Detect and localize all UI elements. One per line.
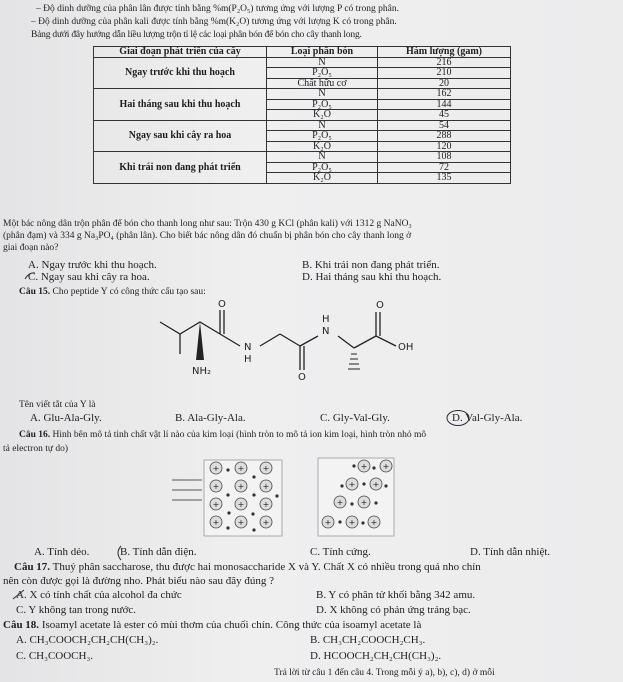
- q18-option-d[interactable]: D. HCOOCH₂CH₂CH(CH₃)₂.: [310, 650, 442, 662]
- amide-bond-1: [220, 334, 240, 346]
- fertilizer-cell: K₂O: [267, 141, 378, 152]
- ion-plus: +: [212, 500, 220, 509]
- fertilizer-cell: Chất hữu cơ: [267, 78, 378, 89]
- intro-line-2: – Độ dinh dưỡng của phân kali được tính bằng %m(K₂O) tương ứng với lượng K có trong phân.: [31, 17, 397, 27]
- ion-plus: +: [348, 518, 356, 527]
- header-fertilizer: Loại phân bón: [267, 47, 378, 58]
- q14-pen-mark-icon: [21, 270, 55, 286]
- fertilizer-cell: N: [267, 57, 378, 68]
- q18-option-c[interactable]: C. CH₃COOCH₃.: [16, 650, 94, 662]
- q14-option-a[interactable]: A. Ngay trước khi thu hoạch.: [28, 259, 157, 271]
- ion-plus: +: [348, 480, 356, 489]
- amino-group: NH₂: [192, 366, 212, 377]
- carboxyl-bond: [354, 336, 376, 348]
- intro-line-1: – Độ dinh dưỡng của phân lân được tính bằng %m(P₂O₅) tương ứng với lượng P có trong phân.: [36, 4, 399, 14]
- amount-cell: 135: [378, 173, 511, 184]
- q18-stem: Isoamyl acetate là ester có mùi thơm của chuối chín. Công thức của isoamyl acetate là: [41, 619, 422, 631]
- oxygen-3: O: [376, 300, 384, 311]
- q15-option-b[interactable]: B. Ala-Gly-Ala.: [175, 412, 246, 424]
- q15-answer-circle-icon: [444, 409, 472, 427]
- q15-option-d[interactable]: D. Val-Gly-Ala.: [452, 412, 523, 424]
- ion-plus: +: [212, 518, 220, 527]
- header-amount: Hàm lượng (gam): [378, 47, 511, 58]
- ion-plus: +: [237, 464, 245, 473]
- oxygen-1: O: [218, 299, 226, 310]
- q16-option-b[interactable]: B. Tính dẫn điện.: [120, 546, 197, 558]
- q17-option-c[interactable]: C. Y không tan trong nước.: [16, 604, 137, 616]
- q17-stem: Thuỷ phân saccharose, thu được hai monosaccharide X và Y. Chất X có nhiều trong quả nho chín: [52, 561, 481, 573]
- q15-option-c[interactable]: C. Gly-Val-Gly.: [320, 412, 390, 424]
- amount-cell: 144: [378, 99, 511, 110]
- ion-plus: +: [262, 518, 270, 527]
- q17-label: Câu 17.: [14, 561, 51, 573]
- amount-cell: 72: [378, 162, 511, 173]
- nitrogen-1: N: [244, 342, 252, 353]
- q14-option-c[interactable]: C. Ngay sau khi cây ra hoa.: [28, 271, 150, 283]
- header-stage: Giai đoạn phát triển của cây: [94, 47, 267, 58]
- ion-plus: +: [237, 482, 245, 491]
- amount-cell: 216: [378, 57, 511, 68]
- q18-text: [3, 619, 421, 632]
- fertilizer-cell: N: [267, 152, 378, 163]
- amount-cell: 108: [378, 152, 511, 163]
- footer-text: Trả lời từ câu 1 đến câu 4. Trong mỗi ý a), b), c), d) ở mỗi: [274, 668, 495, 678]
- stage-cell: Ngay sau khi cây ra hoa: [94, 120, 267, 152]
- ion-plus: +: [382, 462, 390, 471]
- q14-text-3: giai đoạn nào?: [3, 243, 59, 253]
- amount-cell: 20: [378, 78, 511, 89]
- q15-option-a[interactable]: A. Glu-Ala-Gly.: [30, 412, 102, 424]
- fertilizer-cell: K₂O: [267, 110, 378, 121]
- hydrogen-2: H: [322, 314, 330, 325]
- fertilizer-cell: N: [267, 89, 378, 100]
- q17-option-d[interactable]: D. X không có phản ứng tráng bạc.: [316, 604, 471, 616]
- ion-plus: +: [262, 464, 270, 473]
- stage-cell: Ngay trước khi thu hoạch: [94, 57, 267, 89]
- q16-option-d[interactable]: D. Tính dẫn nhiệt.: [470, 546, 551, 558]
- fertilizer-cell: K₂O: [267, 173, 378, 184]
- ion-plus: +: [336, 498, 344, 507]
- fertilizer-cell: P₂O₅: [267, 68, 378, 79]
- hydrogen-1: H: [244, 354, 252, 365]
- q15-ask: Tên viết tắt của Y là: [19, 400, 96, 410]
- glycine-bond: [260, 334, 280, 346]
- alanine-bond: [338, 336, 354, 348]
- metal-lattice-right: [316, 456, 396, 538]
- stage-cell: Khi trái non đang phát triển: [94, 152, 267, 184]
- ion-plus: +: [360, 462, 368, 471]
- amount-cell: 120: [378, 141, 511, 152]
- fertilizer-cell: P₂O₅: [267, 99, 378, 110]
- q14-text-2: (phân đạm) và 334 g Na₃PO₄ (phân lân). Cho biết bác nông dân đó chuẩn bị phân bón cho cây thanh long ở: [3, 231, 412, 241]
- metal-lattice-left: [166, 458, 296, 540]
- carbon-chain: [160, 322, 220, 334]
- ion-plus: +: [212, 464, 220, 473]
- fertilizer-cell: N: [267, 120, 378, 131]
- amide-bond-2: [300, 336, 318, 346]
- ion-plus: +: [360, 498, 368, 507]
- q15-stem: Cho peptide Y có công thức cấu tạo sau:: [52, 287, 206, 297]
- fertilizer-cell: P₂O₅: [267, 162, 378, 173]
- ion-plus: +: [370, 518, 378, 527]
- oxygen-2: O: [298, 372, 306, 383]
- table-row: [94, 120, 511, 131]
- amount-cell: 162: [378, 89, 511, 100]
- q17-text-2: nên còn được gọi là đường nho. Phát biểu nào sau đây đúng ?: [3, 575, 275, 587]
- amount-cell: 288: [378, 131, 511, 142]
- fertilizer-cell: P₂O₅: [267, 131, 378, 142]
- intro-line-3: Bảng dưới đây hướng dẫn liều lượng trộn tỉ lệ các loại phân bón để bón cho cây thanh long.: [31, 30, 362, 40]
- carboxyl-oh-bond: [376, 336, 396, 346]
- q17-pen-mark-icon: [10, 587, 38, 605]
- peptide-structure: [150, 296, 430, 396]
- q17-text-1: [14, 561, 481, 574]
- q17-option-a[interactable]: A. X có tính chất của alcohol đa chức: [16, 589, 182, 601]
- stereo-wedge: [196, 322, 204, 360]
- hydroxyl: OH: [398, 342, 414, 353]
- table-row: [94, 57, 511, 68]
- q16-text-2: tả electron tự do): [3, 444, 69, 454]
- q16-text-1: [19, 429, 426, 442]
- nitrogen-2: N: [322, 326, 330, 337]
- amount-cell: 210: [378, 68, 511, 79]
- ion-plus: +: [262, 500, 270, 509]
- q18-option-b[interactable]: B. CH₃CH₂COOCH₂CH₃.: [310, 634, 426, 646]
- stage-cell: Hai tháng sau khi thu hoạch: [94, 89, 267, 121]
- ion-plus: +: [212, 482, 220, 491]
- q18-label: Câu 18.: [3, 619, 40, 631]
- ion-plus: +: [324, 518, 332, 527]
- q14-text-1: Một bác nông dân trộn phân để bón cho thanh long như sau: Trộn 430 g KCl (phân kali) với 1312 g NaNO₃: [3, 219, 412, 229]
- table-row: [94, 152, 511, 163]
- q16-answer-mark-icon: [113, 545, 135, 561]
- ion-plus: +: [372, 480, 380, 489]
- q15-label: Câu 15.: [19, 287, 51, 297]
- hashed-wedge: [348, 354, 360, 369]
- ion-plus: +: [262, 482, 270, 491]
- q14-option-d[interactable]: D. Hai tháng sau khi thu hoạch.: [302, 271, 442, 283]
- ion-plus: +: [237, 500, 245, 509]
- q16-label: Câu 16.: [19, 430, 51, 440]
- amount-cell: 54: [378, 120, 511, 131]
- q16-option-c[interactable]: C. Tính cứng.: [310, 546, 371, 558]
- fertilizer-table: [93, 46, 511, 184]
- q18-option-a[interactable]: A. CH₃COOCH₂CH₂CH(CH₃)₂.: [16, 634, 159, 646]
- glycine-carbonyl: [280, 334, 300, 346]
- q16-stem: Hình bên mô tả tinh chất vật lí nào của kim loại (hình tròn to mô tả ion kim loại, hình tròn nhỏ mô: [52, 430, 427, 440]
- table-header-row: [94, 47, 511, 58]
- ion-plus: +: [237, 518, 245, 527]
- q17-option-b[interactable]: B. Y có phân tử khối bằng 342 amu.: [316, 589, 476, 601]
- q14-option-b[interactable]: B. Khi trái non đang phát triển.: [302, 259, 440, 271]
- table-row: [94, 89, 511, 100]
- q16-option-a[interactable]: A. Tính dẻo.: [34, 546, 90, 558]
- amount-cell: 45: [378, 110, 511, 121]
